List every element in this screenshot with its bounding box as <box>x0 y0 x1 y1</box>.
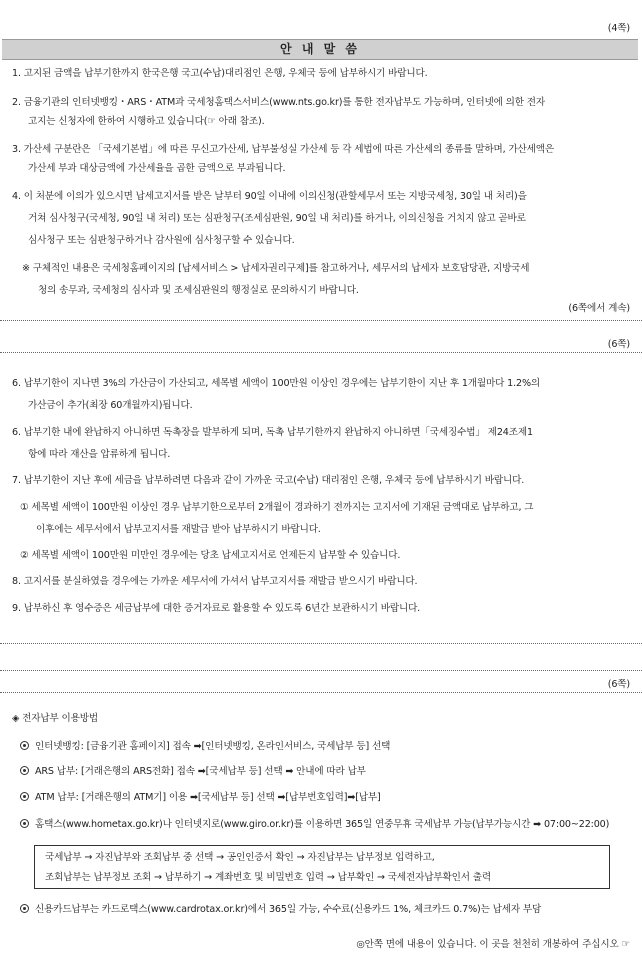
e-payment-atm: ATM 납부: [거래은행의 ATM기] 이용 ➡[국세납부 등] 선택 ➡[납부번호입력]➡[납부] <box>20 791 640 804</box>
e-payment-ars: ARS 납부: [거래은행의 ARS전화] 접속 ➡[국세납부 등] 선택 ➡ 안내에 따라 납부 <box>20 765 640 778</box>
notice-item-2: 2. 금융기관의 인터넷뱅킹・ARS・ATM과 국세청홈택스서비스(www.nts.go.kr)를 통한 전자납부도 가능하며, 인터넷에 의한 전자 고지는 신청자에 한하여 시행하고 있습니다(☞ 아래 참조). <box>12 97 545 127</box>
notice-item-8: 8. 고지서를 분실하였을 경우에는 가까운 세무서에 가셔서 납부고지서를 재발급 받으시기 바랍니다. <box>12 576 418 587</box>
circle-bullet-icon <box>20 792 29 801</box>
page-number-4: (4쪽) <box>607 23 630 34</box>
divider <box>0 352 642 353</box>
hometax-steps-line-2: 조회납부는 납부정보 조회 → 납부하기 → 계좌번호 및 비밀번호 입력 → 납부확인 → 국세전자납부확인서 출력 <box>45 872 491 883</box>
notice-item-7-2: ② 세목별 세액이 100만원 미만인 경우에는 당초 납세고지서로 언제든지 납부할 수 있습니다. <box>20 550 401 561</box>
divider <box>0 670 642 671</box>
open-instruction-footer: ◎안쪽 면에 내용이 있습니다. 이 곳을 천천히 개봉하여 주십시오 ☞ <box>356 939 630 950</box>
notice-title: 안 내 말 씀 <box>2 39 638 60</box>
divider <box>0 692 642 693</box>
e-payment-hometax: 홈택스(www.hometax.go.kr)나 인터넷지로(www.giro.or.kr)를 이용하면 365일 연중무휴 국세납부 가능(납부가능시간 ➡ 07:00~22:00) <box>20 818 640 831</box>
divider <box>0 643 642 644</box>
notice-item-3: 3. 가산세 구분란은 「국세기본법」에 따른 무신고가산세, 납부불성실 가산세 등 각 세법에 따른 가산세의 종류를 말하며, 가산세액은 가산세 부과 대상금액에 가산세율을 곱한 금액으로 부과됩니다. <box>12 144 555 174</box>
page-number-6-a: (6쪽) <box>607 339 630 350</box>
notice-item-7-1: ① 세목별 세액이 100만원 이상인 경우 납부기한으로부터 2개월이 경과하기 전까지는 고지서에 기재된 금액대로 납부하고, 그 이후에는 세무서에서 납부고지서를 재발급 받아 납부하시기 바랍니다. <box>20 502 534 535</box>
notice-item-4: 4. 이 처분에 이의가 있으시면 납세고지서를 받은 날부터 90일 이내에 이의신청(관할세무서 또는 지방국세청, 30일 내 처리)을 거쳐 심사청구(국세청, 90일 내 처리) 또는 심판청구(조세심판원, 90일 내 처리)를 하거나, 이의신청을 거치지 않고 곧바로 심사청구 또는 심판청구하거나 감사원에 심사청구할 수 있습니다. <box>12 191 527 246</box>
e-payment-card: 신용카드납부는 카드로택스(www.cardrotax.or.kr)에서 365일 가능, 수수료(신용카드 1%, 체크카드 0.7%)는 납세자 부담 <box>20 903 640 916</box>
circle-bullet-icon <box>20 904 29 913</box>
hometax-steps-box <box>34 845 610 889</box>
notice-item-1: 1. 고지된 금액을 납부기한까지 한국은행 국고(수납)대리점인 은행, 우체국 등에 납부하시기 바랍니다. <box>12 68 428 79</box>
divider <box>0 320 642 321</box>
notice-item-9: 9. 납부하신 후 영수증은 세금납부에 대한 증거자료로 활용할 수 있도록 6년간 보관하시기 바랍니다. <box>12 603 421 614</box>
notice-reference: ※ 구체적인 내용은 국세청홈페이지의 [납세서비스 > 납세자권리구제]를 참고하거나, 세무서의 납세자 보호담당관, 지방국세 청의 송무과, 국세청의 심사과 및 조세심판원의 행정실로 문의하시기 바랍니다. <box>22 263 530 296</box>
hometax-steps-line-1: 국세납부 → 자진납부와 조회납부 중 선택 → 공인인증서 확인 → 자진납부는 납부정보 입력하고, <box>45 852 435 863</box>
circle-bullet-icon <box>20 766 29 775</box>
notice-item-6b: 6. 납부기한 내에 완납하지 아니하면 독촉장을 발부하게 되며, 독촉 납부기한까지 완납하지 아니하면「국세징수법」 제24조제1 항에 따라 재산을 압류하게 됩니다. <box>12 427 533 460</box>
e-payment-heading: ◈ 전자납부 이용방법 <box>12 713 98 724</box>
circle-bullet-icon <box>20 819 29 828</box>
notice-item-6a: 6. 납부기한이 지나면 3%의 가산금이 가산되고, 세목별 세액이 100만원 이상인 경우에는 납부기한이 지난 후 1개월마다 1.2%의 가산금이 추가(최장 60개월까지)됩니다. <box>12 378 541 411</box>
page-number-6-b: (6쪽) <box>607 679 630 690</box>
e-payment-internet-banking: 인터넷뱅킹: [금융기관 홈페이지] 접속 ➡[인터넷뱅킹, 온라인서비스, 국세납부 등] 선택 <box>20 740 640 753</box>
circle-bullet-icon <box>20 741 29 750</box>
notice-item-7: 7. 납부기한이 지난 후에 세금을 납부하려면 다음과 같이 가까운 국고(수납) 대리점인 은행, 우체국 등에 납부하시기 바랍니다. <box>12 475 525 486</box>
continued-label: (6쪽에서 계속) <box>568 303 630 314</box>
